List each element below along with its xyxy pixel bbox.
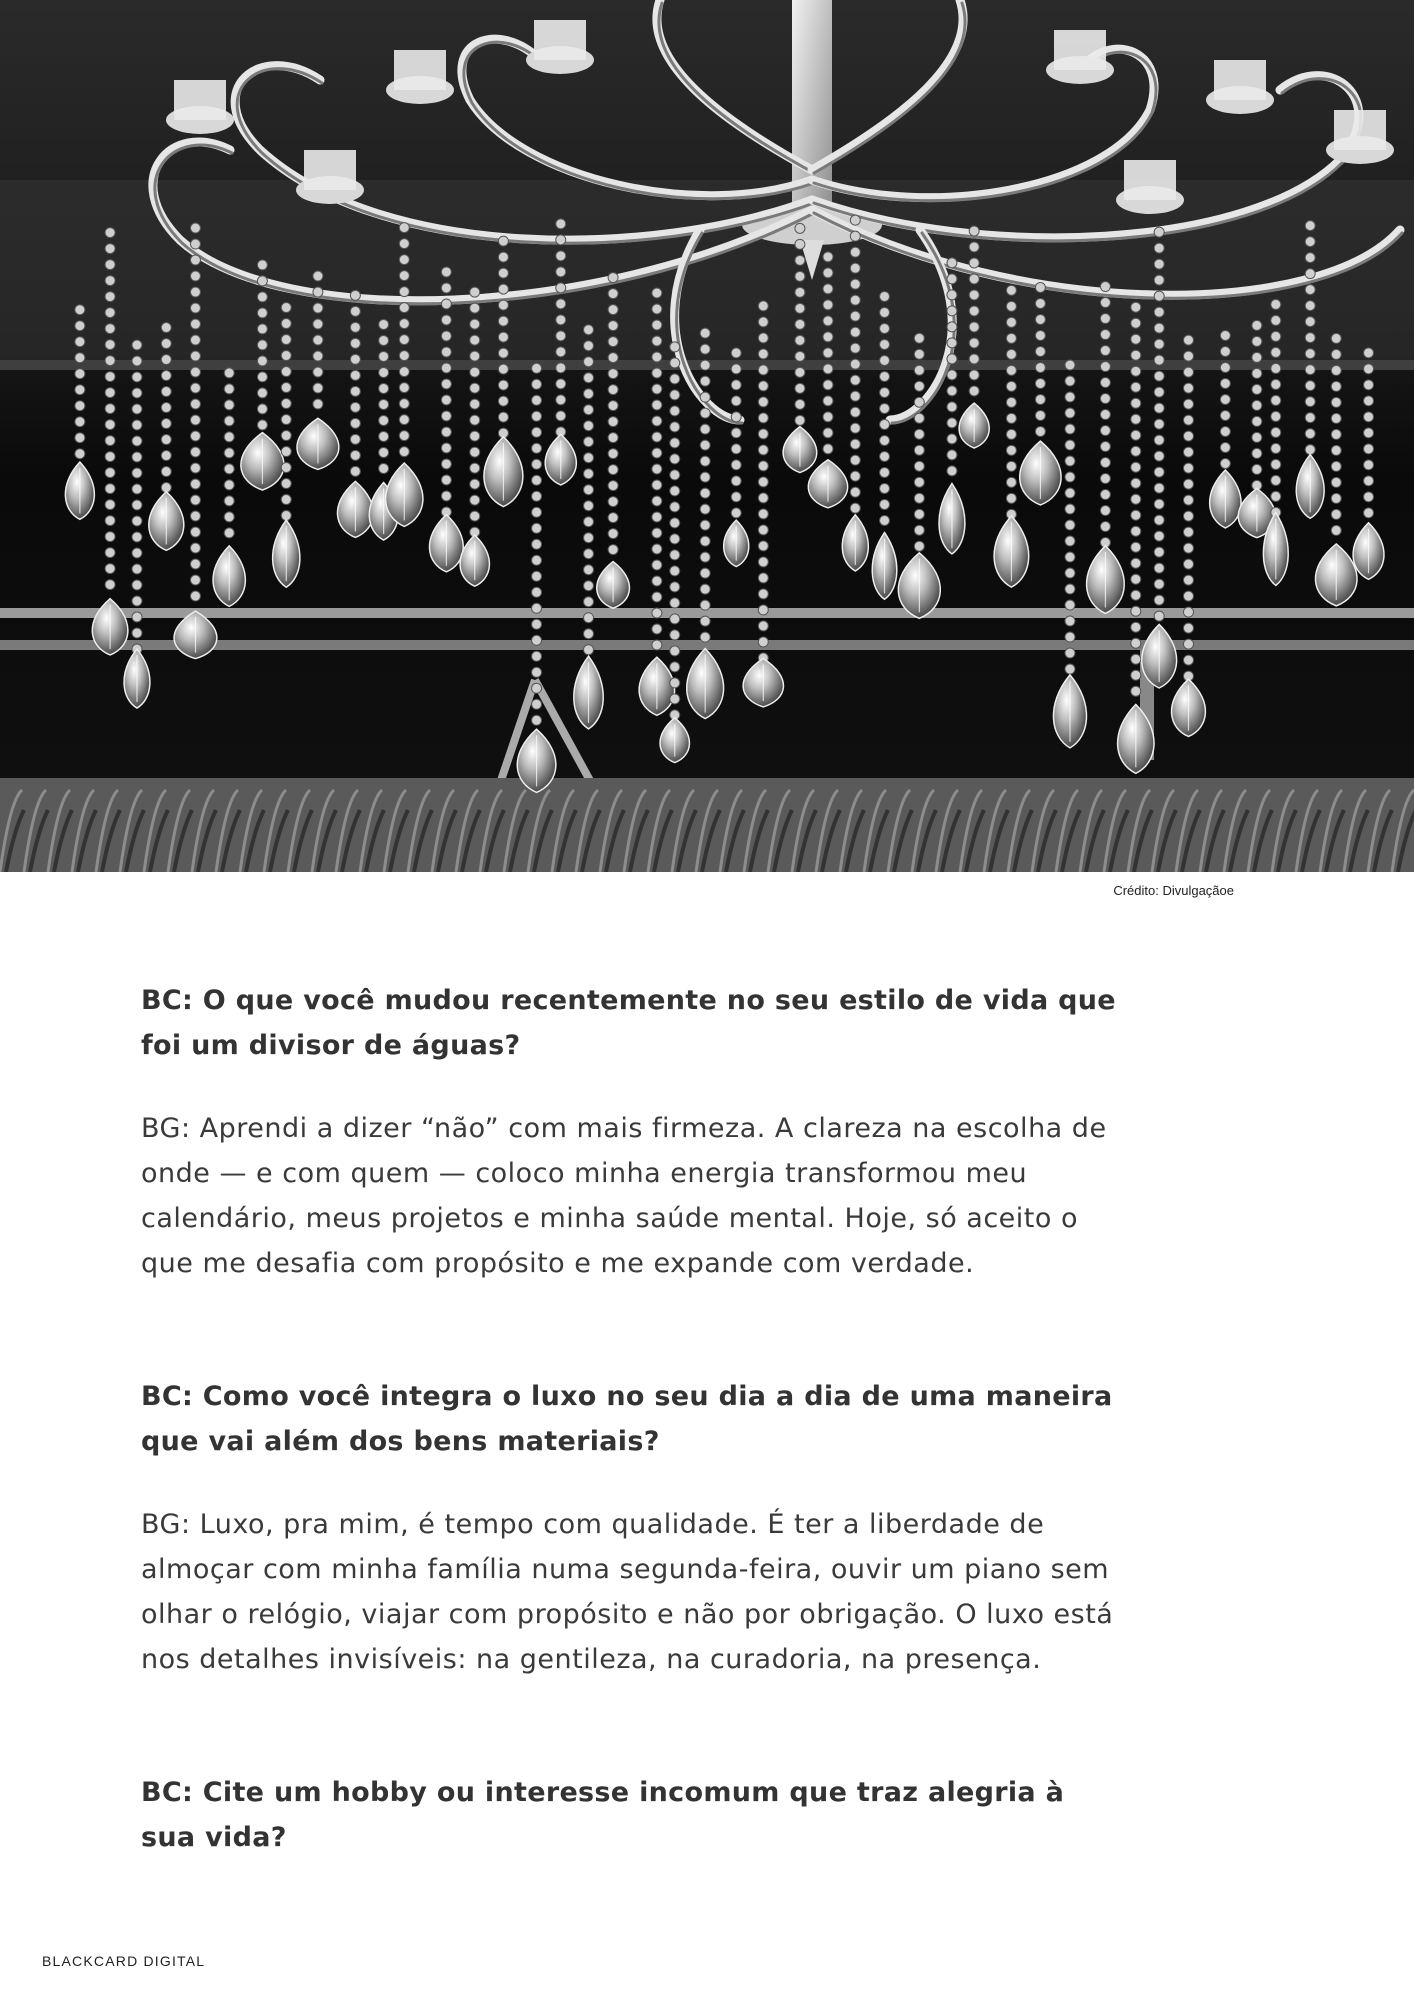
qa-block (141, 978, 1121, 1286)
interview-question: BC: Como você integra o luxo no seu dia a dia de uma maneira que vai além dos bens materiais? (141, 1381, 1113, 1457)
interview-content (141, 978, 1121, 1860)
qa-block (141, 1374, 1121, 1682)
photo-credit: Crédito: Divulgaçãoe (1113, 883, 1234, 898)
interview-question: BC: O que você mudou recentemente no seu estilo de vida que foi um divisor de águas? (141, 985, 1116, 1061)
qa-block (141, 1770, 1121, 1860)
chandelier-photo (0, 0, 1414, 872)
interview-question: BC: Cite um hobby ou interesse incomum que traz alegria à sua vida? (141, 1777, 1065, 1853)
interview-answer: BG: Luxo, pra mim, é tempo com qualidade. É ter a liberdade de almoçar com minha família numa segunda-feira, ouvir um piano sem olhar o relógio, viajar com propósito e não por obrigação. O luxo está nos detalhes invisíveis: na gentileza, na curadoria, na presença. (141, 1509, 1114, 1675)
interview-answer: BG: Aprendi a dizer “não” com mais firmeza. A clareza na escolha de onde — e com quem — coloco minha energia transformou meu calendário, meus projetos e minha saúde mental. Hoje, só aceito o que me desafia com propósito e me expande com verdade. (141, 1113, 1107, 1279)
footer-brand: BLACKCARD DIGITAL (42, 1953, 206, 1969)
